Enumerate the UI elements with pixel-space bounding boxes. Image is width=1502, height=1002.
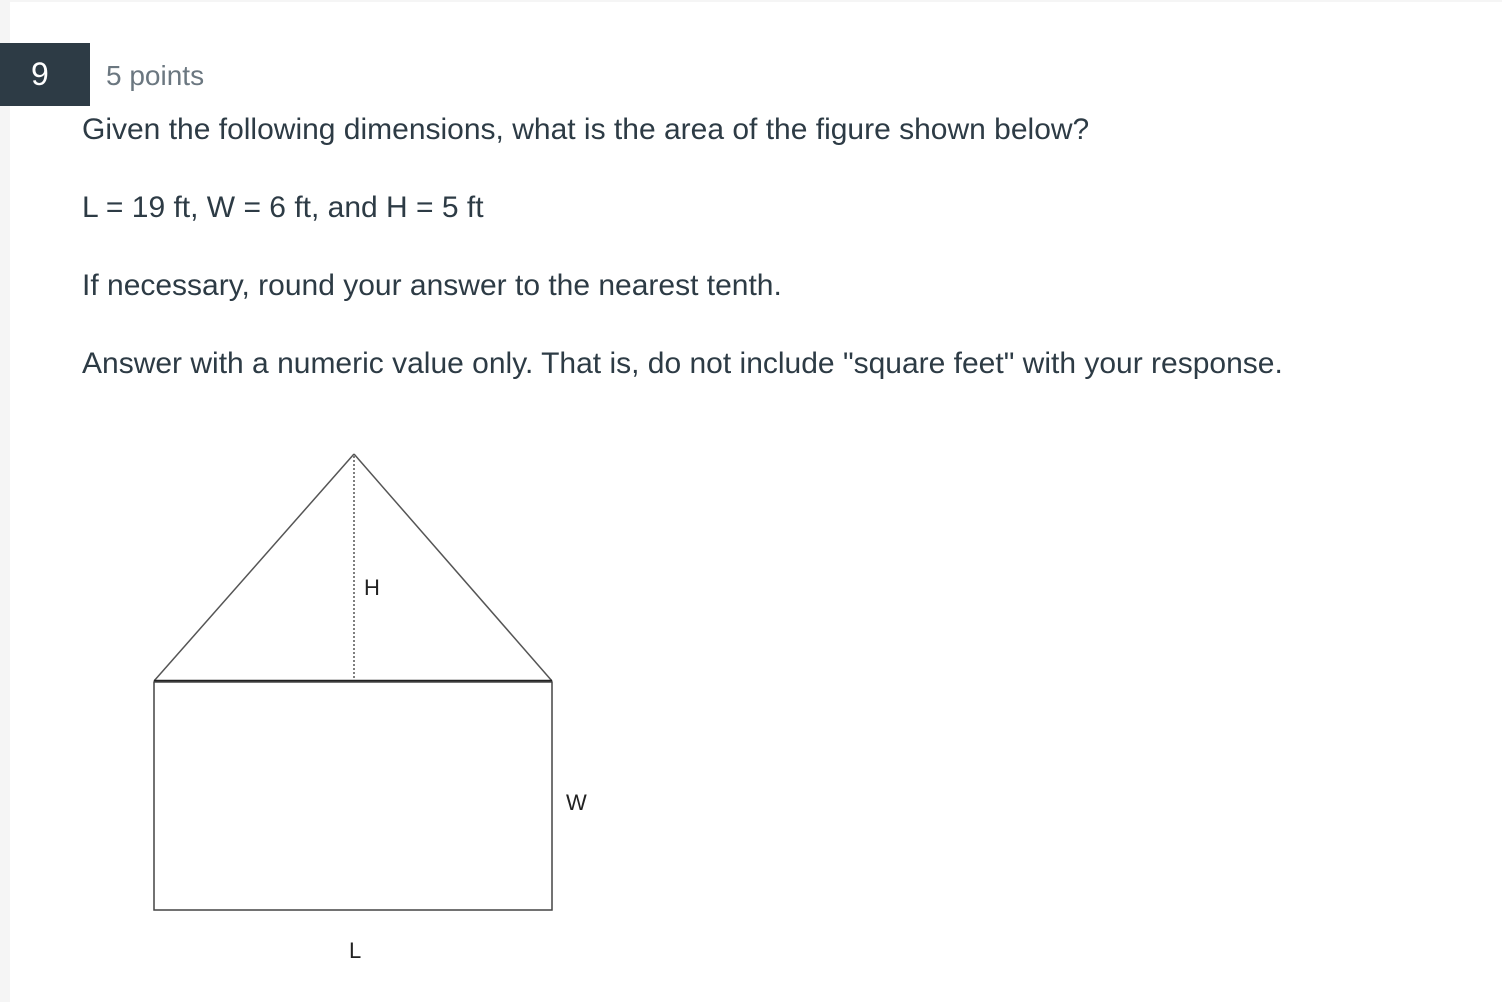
rectangle-body: [154, 682, 552, 910]
width-label: W: [566, 790, 587, 815]
height-label: H: [364, 575, 380, 600]
question-number-badge: 9: [0, 43, 90, 106]
question-dimensions: L = 19 ft, W = 6 ft, and H = 5 ft: [82, 191, 484, 224]
question-points: 5 points: [106, 60, 205, 91]
roof-left-edge: [154, 454, 354, 681]
length-label: L: [349, 938, 362, 963]
question-rounding-note: If necessary, round your answer to the nearest tenth.: [82, 269, 782, 302]
question-prompt: Given the following dimensions, what is the area of the figure shown below?: [82, 113, 1090, 146]
roof-right-edge: [354, 454, 552, 681]
question-instructions: Answer with a numeric value only. That is, do not include "square feet" with your response.: [82, 347, 1283, 380]
